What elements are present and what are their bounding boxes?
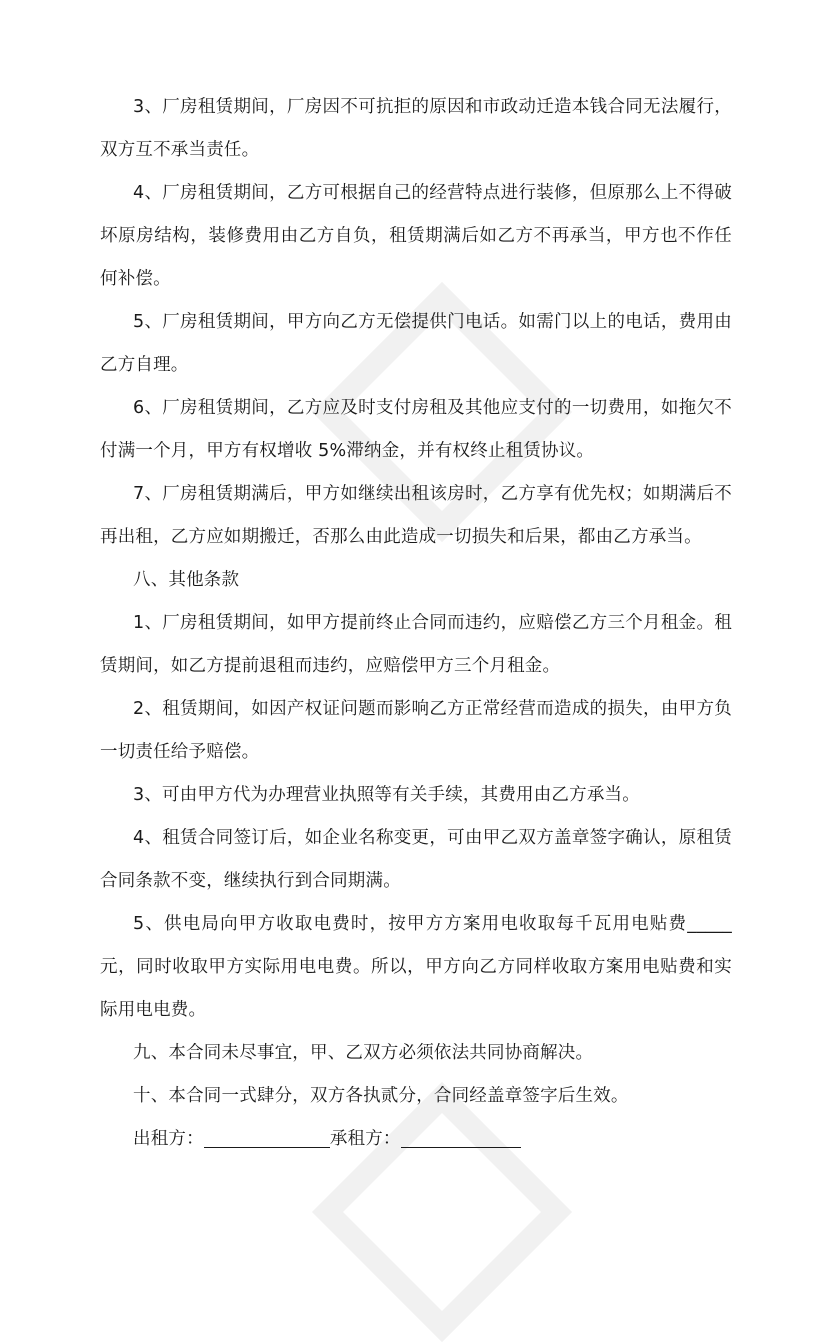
clause-7-4: 4、厂房租赁期间，乙方可根据自己的经营特点进行装修，但原那么上不得破坏原房结构，装修费用由乙方自负，租赁期满后如乙方不再承当，甲方也不作任何补偿。 <box>100 183 732 289</box>
section-8-heading: 八、其他条款 <box>133 570 240 590</box>
clause-8-2: 2、租赁期间，如因产权证问题而影响乙方正常经营而造成的损失，由甲方负一切责任给予赔偿。 <box>100 699 732 762</box>
clause-7-7: 7、厂房租赁期满后，甲方如继续出租该房时，乙方享有优先权；如期满后不再出租，乙方应如期搬迁，否那么由此造成一切损失和后果，都由乙方承当。 <box>100 484 732 547</box>
clause-8-1: 1、厂房租赁期间，如甲方提前终止合同而违约，应赔偿乙方三个月租金。租赁期间，如乙方提前退租而违约，应赔偿甲方三个月租金。 <box>100 613 732 676</box>
clause-7-5: 5、厂房租赁期间，甲方向乙方无偿提供门电话。如需门以上的电话，费用由乙方自理。 <box>100 312 732 375</box>
lessor-label: 出租方： <box>133 1129 204 1149</box>
clause-7-3: 3、厂房租赁期间，厂房因不可抗拒的原因和市政动迁造本钱合同无法履行，双方互不承当责任。 <box>100 97 732 160</box>
section-9: 九、本合同未尽事宜，甲、乙双方必须依法共同协商解决。 <box>133 1043 594 1063</box>
lessee-signature-blank <box>401 1127 521 1148</box>
lessor-signature-blank <box>204 1127 330 1148</box>
clause-8-3: 3、可由甲方代为办理营业执照等有关手续，其费用由乙方承当。 <box>133 785 640 805</box>
clause-7-6: 6、厂房租赁期间，乙方应及时支付房租及其他应支付的一切费用，如拖欠不付满一个月，甲方有权增收 5%滞纳金，并有权终止租赁协议。 <box>100 398 732 461</box>
signature-line <box>100 1118 732 1161</box>
section-10: 十、本合同一式肆分，双方各执贰分，合同经盖章签字后生效。 <box>133 1086 629 1106</box>
clause-8-4: 4、租赁合同签订后，如企业名称变更，可由甲乙双方盖章签字确认，原租赁合同条款不变，继续执行到合同期满。 <box>100 828 732 891</box>
clause-8-5: 5、供电局向甲方收取电费时，按甲方方案用电收取每千瓦用电贴费_____元，同时收取甲方实际用电电费。所以，甲方向乙方同样收取方案用电贴费和实际用电电费。 <box>100 914 732 1020</box>
contract-body <box>100 86 732 1161</box>
lessee-label: 承租方： <box>329 1129 401 1149</box>
